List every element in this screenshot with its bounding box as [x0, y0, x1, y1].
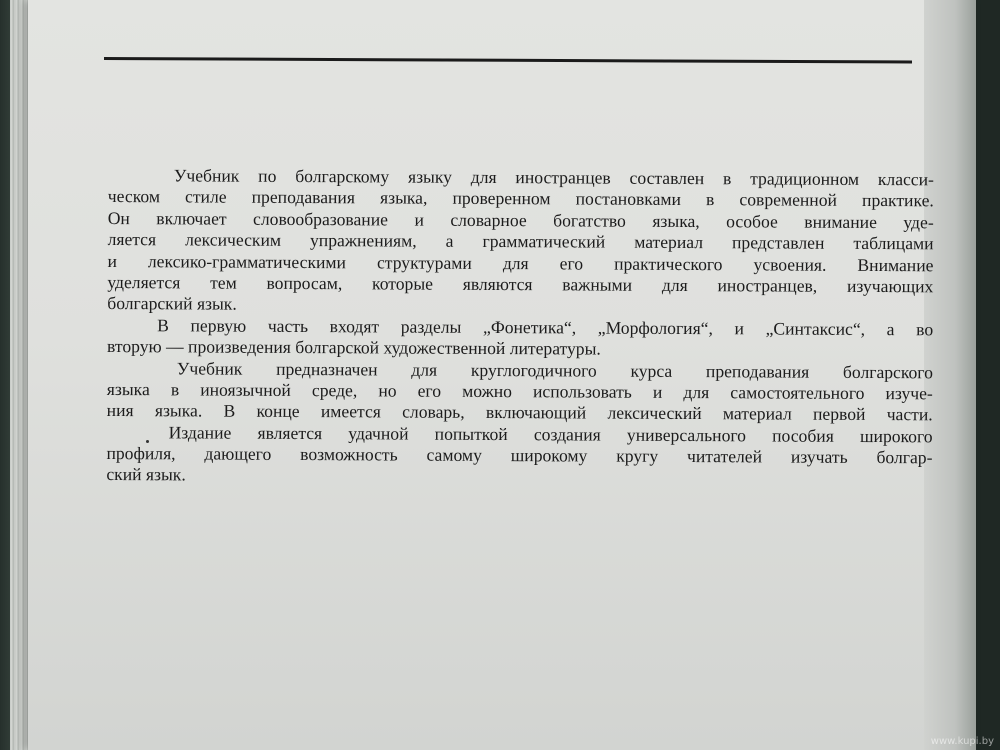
- text-line: Учебник предназначен для круглогодичного курса преподавания болгарского: [176, 357, 933, 382]
- text-line: вторую — произведения болгарской художественной литературы.: [106, 336, 601, 359]
- text-line: Он включает словообразование и словарное богатство языка, особое внимание уде-: [107, 207, 934, 233]
- text-line: языка в иноязычной среде, но его можно использовать и для самостоятельного изуче-: [106, 378, 933, 404]
- text-line: уделяется тем вопросам, которые являются важными для иностранцев, изучающих: [107, 271, 934, 297]
- text-line: В первую часть входят разделы „Фонетика“, „Морфология“, и „Синтаксис“, а во: [157, 314, 934, 340]
- text-line: Издание является удачной попыткой создания универсального пособия широкого: [168, 422, 933, 447]
- text-line: Учебник по болгарскому языку для иностранцев составлен в традиционном класси-: [173, 165, 934, 190]
- text-line: и лексико-грамматическими структурами для его практического усвоения. Внимание: [107, 250, 934, 275]
- annotation-text: [106, 165, 934, 490]
- text-line: болгарский язык.: [107, 293, 237, 315]
- text-line: ский язык.: [106, 464, 186, 485]
- text-line: ческом стиле преподавания языка, проверенном постановками в современной практике.: [107, 186, 934, 211]
- photo-watermark: www.kupi.by: [930, 736, 994, 747]
- text-line: ния языка. В конце имеется словарь, включающий лексический материал первой части.: [106, 400, 933, 425]
- text-line: профиля, дающего возможность самому широкому кругу читателей изучать болгар-: [106, 443, 933, 468]
- text-line: ляется лексическим упражнениям, а грамматический материал представлен таблицами: [107, 229, 934, 254]
